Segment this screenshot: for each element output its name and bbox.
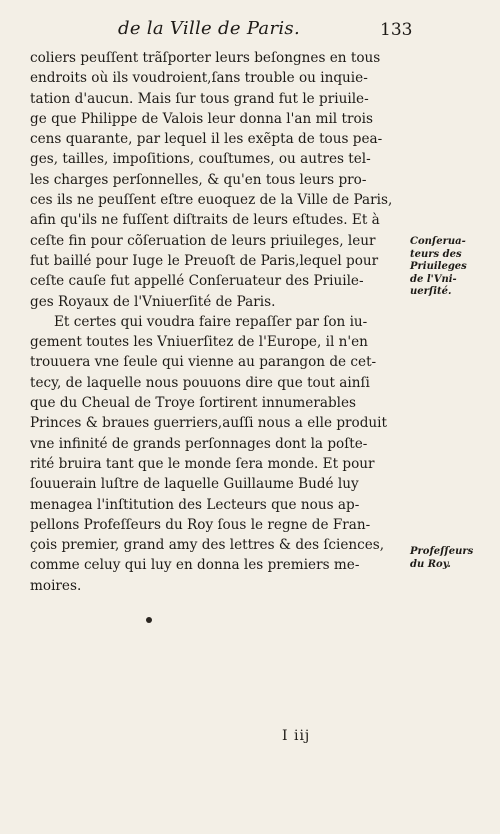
margin-note-line: Profeſſeurs [410,546,474,557]
text-line: ces ils ne peuſſent eſtre euoquez de la Ville de Paris, [30,192,393,209]
text-line: endroits où ils voudroient,ſans trouble ou inquie- [30,70,368,87]
margin-note-line: de l'Vni- [410,273,457,285]
text-line: les charges perſonnelles, & qu'en tous leurs pro- [30,171,367,188]
signature-mark: I iij [282,728,311,744]
margin-note-line: Conſerua- [410,236,466,247]
text-line: trouuera vne ſeule qui vienne au parangon de cet- [30,354,377,371]
text-line: vne infinité de grands perſonnages dont la poſte- [30,435,368,452]
text-line: çois premier, grand amy des lettres & des ſciences, [30,537,385,554]
margin-note-line: teurs des [410,248,462,260]
text-line: Princes & braues guerriers,auſſi nous a elle produit [30,415,387,432]
body-text [30,48,408,596]
text-line: tation d'aucun. Mais ſur tous grand fut le priuile- [30,90,369,107]
text-line: que du Cheual de Troye ſortirent innumerables [30,395,357,412]
text-line: coliers peuſſent trãſporter leurs beſongnes en tous [30,50,381,66]
text-line: gement toutes les Vniuerſitez de l'Europe, il n'en [30,334,368,351]
text-line: fut baillé pour Iuge le Preuoſt de Paris,lequel pour [30,252,379,269]
ink-spot [146,617,152,623]
text-line: afin qu'ils ne fuſſent diſtraits de leurs eſtudes. Et à [30,212,380,229]
text-line: rité bruira tant que le monde ſera monde. Et pour [30,455,375,472]
page-number: 133 [380,20,413,40]
text-line: cens quarante, par lequel il les exẽpta de tous pea- [30,131,383,148]
margin-note-line: du Roy. [410,558,451,570]
text-line: ceſte fin pour cõſeruation de leurs priuileges, leur [30,232,376,249]
text-line: ſouuerain luſtre de laquelle Guillaume Budé luy [30,476,359,493]
text-line: moires. [30,577,82,594]
text-line: ges, tailles, impoſitions, couſtumes, ou autres tel- [30,151,371,168]
text-line: comme celuy qui luy en donna les premiers me- [30,557,360,574]
text-line: ceſte cauſe fut appellé Conſeruateur des Priuile- [30,273,364,290]
margin-note-professeurs [410,546,498,571]
text-line: ge que Philippe de Valois leur donna l'an mil trois [30,110,373,127]
margin-note-line: Priuileges [410,261,467,272]
text-line: pellons Profeſſeurs du Roy ſous le regne de Fran- [30,516,371,533]
running-title: de la Ville de Paris. [118,18,300,39]
text-line: ges Royaux de l'Vniuerſité de Paris. [30,293,276,310]
margin-note-line: uerſité. [410,286,452,297]
margin-note-conservateurs [410,236,498,299]
text-line: tecy, de laquelle nous pouuons dire que tout ainſi [30,374,370,391]
text-line: menagea l'inſtitution des Lecteurs que nous ap- [30,496,360,513]
text-line: Et certes qui voudra faire repaſſer par ſon iu- [54,313,368,330]
